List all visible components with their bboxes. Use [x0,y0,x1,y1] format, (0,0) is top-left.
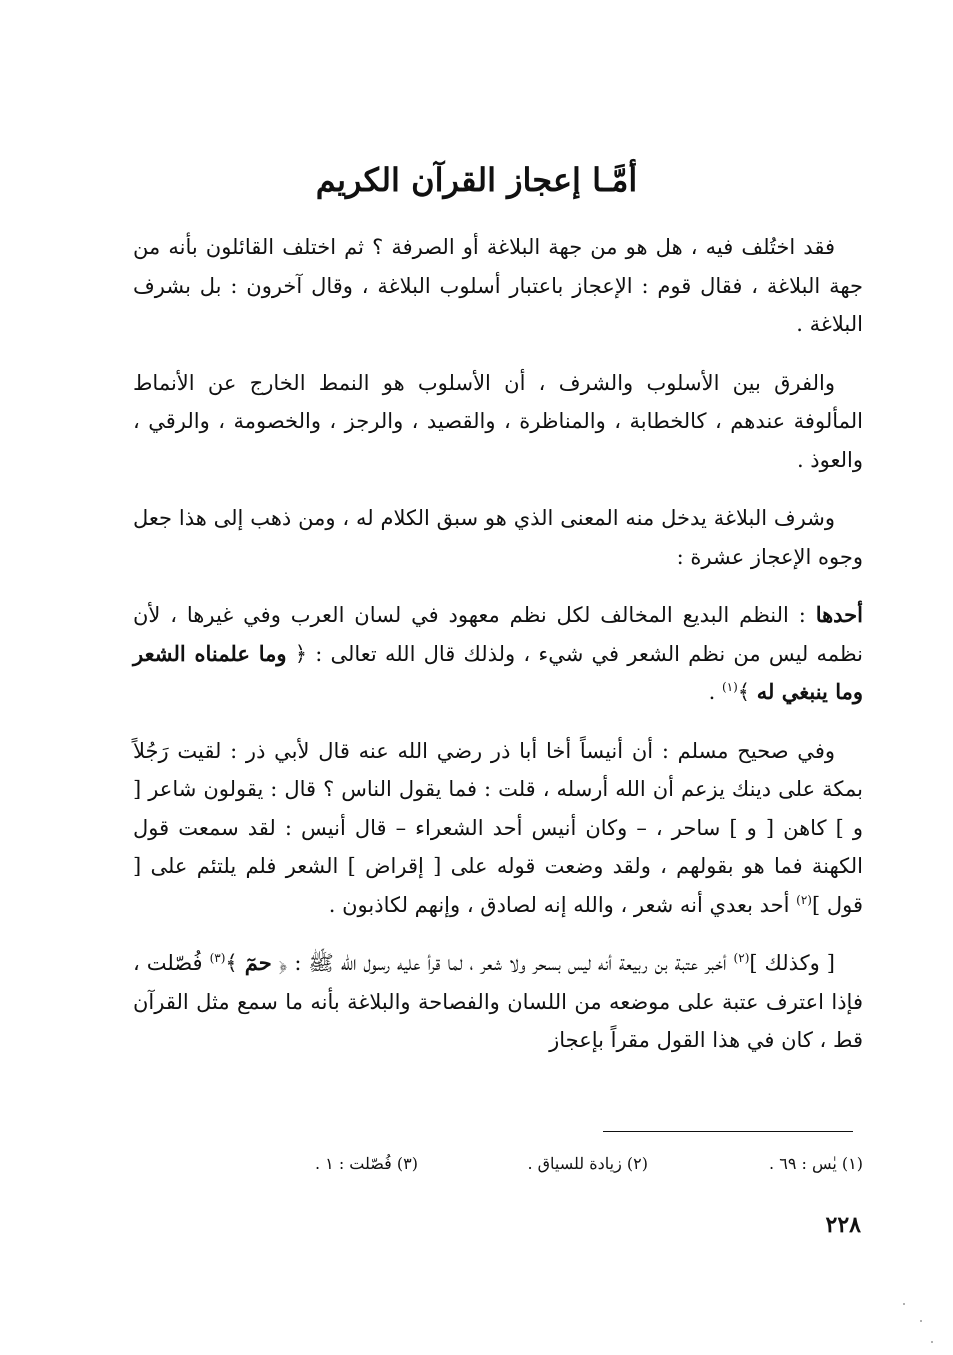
footnote-divider [603,1131,853,1132]
footnotes [230,1152,863,1176]
footnote-ref-2: (٢) [796,892,812,907]
paragraph-6 [133,944,863,1060]
paragraph-6-text-4: فُصّلت ، فإذا اعترف عتبة على موضعه من اللسان والفصاحة والبلاغة بأنه ما سمع مثل القرآن قط ، كان في هذا القول مقراً بإعجاز [133,951,863,1052]
paragraph-4-text-2: ﴾ [737,680,757,704]
main-text [133,228,863,1080]
scan-speck [920,1320,922,1322]
footnote-ref-2b: (٢) [733,951,750,965]
paragraph-6-text-3: ﴾ [225,951,245,975]
paragraph-3: وشرف البلاغة يدخل منه المعنى الذي هو سبق الكلام له ، ومن ذهب إلى هذا جعل وجوه الإعجاز عشرة : [133,506,863,569]
quran-quote-2: حمٓ [244,950,272,975]
page-number: ٢٢٨ [825,1212,861,1238]
footnote-3: (٣) فُصّلت : ١ . [314,1154,418,1173]
footnote-ref-3: (٣) [209,951,226,965]
quran-quote-1: وما علمناه الشعر وما ينبغي له [133,640,863,704]
page-title: أمَّـا إعجاز القرآن الكريم [315,161,638,199]
footnote-1: (١) يٰس : ٦٩ . [769,1154,863,1173]
scan-speck [903,1303,905,1305]
paragraph-4-lead: أحدها [815,602,863,627]
paragraph-6-text-1: [ وكذلك ] [749,951,836,975]
footnote-2: (٢) زيادة للسياق . [527,1154,648,1173]
paragraph-6-text-2: أخبر عتبة بن ربيعة أنه ليس بسحر ولا شعر ، لما قرأ عليه رسول الله ﷺ : ﴿ [271,951,734,975]
paragraph-1: فقد اختُلف فيه ، هل هو من جهة البلاغة أو الصرفة ؟ ثم اختلف القائلون بأنه من جهة البلاغة ، فقال قوم : الإعجاز باعتبار أسلوب البلاغة ، وقال آخرون : بل بشرف البلاغة . [133,235,863,336]
paragraph-4-text-1: : النظم البديع المخالف لكل نظم معهود في لسان العرب وفي غيرها ، لأن نظمه ليس من نظم الشعر في شيء ، ولذلك قال الله تعالى : ﴿ [133,603,863,666]
paragraph-5 [133,732,863,925]
paragraph-5-text-1: وفي صحيح مسلم : أن أنيساً أخا أبا ذر رضي الله عنه قال لأبي ذر : لقيت رَجُلاً بمكة على دينك يزعم أن الله أرسله ، قلت : فما يقول الناس ؟ قال : يقولون شاعر [ و ] كاهن [ و ] ساحر ، – وكان أنيس أحد الشعراء – قال أنيس : لقد سمعت قول الكهنة فما هو بقولهم ، ولقد وضعت قوله على [ إقراض ] الشعر فلم يلتئم على [ قول ] [133,738,863,917]
paragraph-5-text-2: أحد بعدي أنه شعر ، والله إنه لصادق ، وإنهم لكاذبون . [328,892,797,917]
paragraph-2: والفرق بين الأسلوب والشرف ، أن الأسلوب هو النمط الخارج عن الأنماط المألوفة عندهم ، كالخطابة ، والمناظرة ، والقصيد ، والرجز ، والخصومة ، والرقي ، والعوذ . [133,370,863,472]
paragraph-4 [133,596,863,712]
paragraph-4-text-3: . [708,680,722,704]
scan-speck [931,1341,933,1343]
footnote-ref-1: (١) [721,680,738,694]
